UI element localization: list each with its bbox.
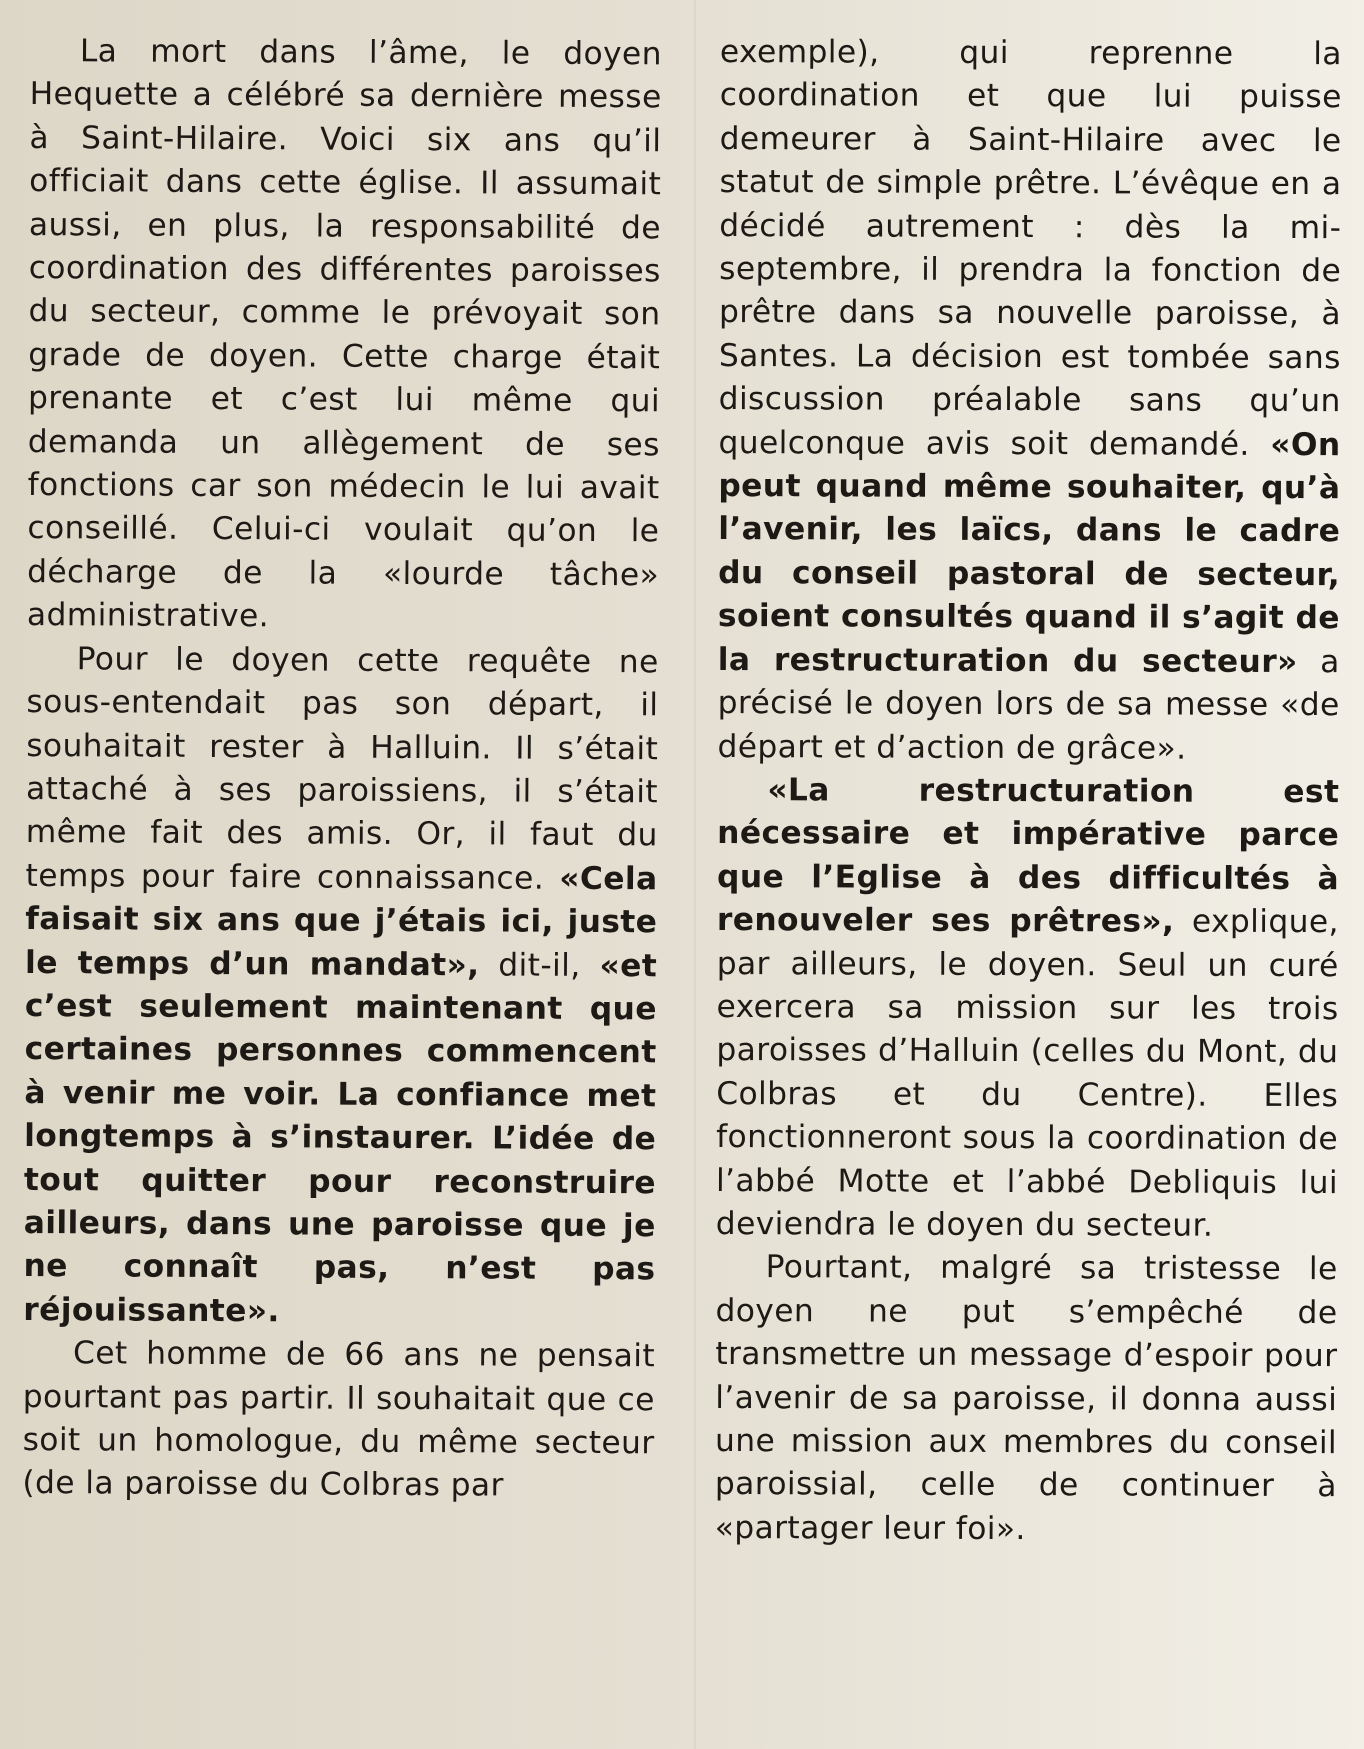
right-paragraph-3-text: Pourtant, malgré sa tristesse le doyen ne put s’empêché de transmettre un message d’espoir pour l’avenir de sa paroisse, il donna aussi une mission aux membres du conseil paroissial, celle de continuer à «partager leur foi». [714,1249,1338,1547]
right-paragraph-2-quote: «La restructuration est nécessaire et impérative parce que l’Eglise à des difficultés à renouveler ses prêtres», [716,772,1340,940]
left-paragraph-2-quote-1: «Cela faisait six ans que j’étais ici, juste le temps d’un mandat», [25,860,658,983]
left-paragraph-1 [27,30,662,641]
left-paragraph-2-quote-2: «et c’est seulement maintenant que certaines personnes commencent à venir me voir. La confiance met longtemps à s’instaurer. L’idée de tout quitter pour reconstruire ailleurs, dans une paroisse que je ne connaît pas, n’est pas réjouissante». [23,947,658,1330]
left-paragraph-1-text: La mort dans l’âme, le doyen Hequette a célébré sa dernière messe à Saint-Hilaire. Voici six ans qu’il officiait dans cette église. Il assumait aussi, en plus, la responsabilité de coordination des différentes paroisses du secteur, comme le prévoyait son grade de doyen. Cette charge était prenante et c’est lui même qui demanda un allègement de ses fonctions car son médecin le lui avait conseillé. Celui-ci voulait qu’on le décharge de la «lourde tâche» administrative. [26,33,662,635]
column-gutter [694,0,696,1749]
right-paragraph-1-text-a: exemple), qui reprenne la coordination et que lui puisse demeurer à Saint-Hilaire avec le statut de simple prêtre. L’évêque en a décidé autrement : dès la mi-septembre, il prendra la fonction de prêtre dans sa nouvelle paroisse, à Santes. La décision est tombée sans discussion préalable sans qu’un quelconque avis soit demandé. [718,33,1342,463]
left-paragraph-3 [22,1332,655,1509]
left-paragraph-3-text: Cet homme de 66 ans ne pensait pourtant pas partir. Il souhaitait que ce soit un homologue, du même secteur (de la paroisse du Colbras par [22,1335,656,1504]
right-paragraph-3 [715,1246,1338,1552]
right-paragraph-1 [717,31,1342,771]
right-paragraph-1-text-c: a précisé le doyen lors de sa messe «de départ et d’action de grâce». [717,643,1340,767]
right-paragraph-2 [716,769,1340,1249]
left-paragraph-2-text-a: Pour le doyen cette requête ne sous-entendait pas son départ, il souhaitait rester à Halluin. Il s’était attaché à ses paroissiens, il s’était même fait des amis. Or, il faut du temps pour faire connaissance. [25,640,659,897]
left-paragraph-2-text-c: dit-il, [498,946,581,984]
right-paragraph-1-quote: «On peut quand même souhaiter, qu’à l’avenir, les laïcs, dans le cadre du conseil pastoral de secteur, soient consultés quand il s’agit de la restructuration du secteur» [717,426,1341,680]
left-column [22,30,662,1509]
right-column [715,31,1342,1552]
right-paragraph-2-text-b: explique, par ailleurs, le doyen. Seul un curé exercera sa mission sur les trois paroisses d’Halluin (celles du Mont, du Colbras et du Centre). Elles fonctionneront sous la coordination de l’abbé Motte et l’abbé Debliquis lui deviendra le doyen du secteur. [715,903,1339,1244]
left-paragraph-2 [23,638,659,1336]
